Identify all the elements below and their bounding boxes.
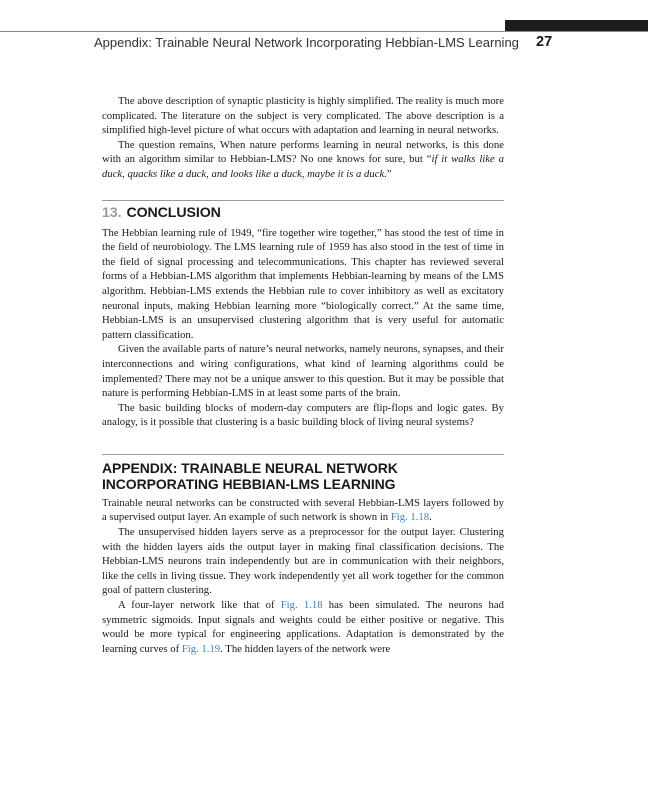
- figure-link[interactable]: Fig. 1.18: [280, 599, 323, 612]
- appendix-p1-end: .: [429, 511, 432, 524]
- intro-p2-text: The question remains, When nature performs learning in neural networks, is this done with an algorithm similar to Hebbian-LMS? No one knows for sure, but “: [102, 138, 504, 166]
- appendix-p3-b: has been simulated. The neurons had symmetric sigmoids. Input signals and weights could be either positive or negative. This would be more typical for engineering applications. Adaptation is demonstrated by the learning curves of: [102, 599, 504, 655]
- page-number: 27: [536, 34, 553, 50]
- appendix-heading: APPENDIX: TRAINABLE NEURAL NETWORK INCORPORATING HEBBIAN-LMS LEARNING: [102, 459, 398, 493]
- appendix-paragraph-1: [102, 496, 504, 525]
- appendix-paragraph-2: The unsupervised hidden layers serve as a preprocessor for the output layer. Clustering with the hidden layers aids the output layer in making final classification decisions. The Hebbian-LMS neurons train independently but are in communication with their neighbors, like the cells in living tissue. They work independently yet all work together for the common goal of pattern clustering.: [102, 526, 504, 597]
- conclusion-paragraph-1: The Hebbian learning rule of 1949, “fire together wire together,” has stood the test of time in the field of neurobiology. The LMS learning rule of 1959 has also stood in the test of time in the field of signal processing and telecommunications. This chapter has reviewed several forms of a Hebbian-LMS algorithm that implements Hebbian-learning by means of the LMS algorithm. Hebbian-LMS extends the Hebbian rule to cover inhibitory as well as excitatory neuronal inputs, making Hebbian learning more “biologically correct.” At the same time, Hebbian-LMS is an unsupervised clustering algorithm that is very useful for automatic pattern classification.: [102, 226, 504, 341]
- header-bar: [505, 20, 648, 31]
- appendix-p1-text: Trainable neural networks can be constructed with several Hebbian-LMS layers followed by a supervised output layer. An example of such network is shown in: [102, 496, 504, 524]
- figure-link[interactable]: Fig. 1.18: [390, 511, 430, 524]
- section-title: CONCLUSION: [126, 204, 221, 221]
- section-divider: [102, 454, 504, 455]
- intro-paragraph-1: The above description of synaptic plasticity is highly simplified. The reality is much more complicated. The literature on the subject is very complicated. The above description is a simplified high-level picture of what occurs with adaptation and learning in neural networks.: [102, 95, 504, 137]
- appendix-p3-a: A four-layer network like that of: [118, 599, 281, 612]
- conclusion-paragraph-3: The basic building blocks of modern-day computers are flip-flops and logic gates. By analogy, is it possible that clustering is a basic building block of living neural systems?: [102, 401, 504, 429]
- appendix-paragraph-3: [102, 598, 504, 656]
- appendix-p3-c: . The hidden layers of the network were: [220, 642, 391, 655]
- intro-p2-end: ”: [386, 167, 392, 180]
- conclusion-paragraph-2: Given the available parts of nature’s neural networks, namely neurons, synapses, and their interconnections and wiring configurations, what kind of learning algorithms could be implemented? There may not be a unique answer to this question. But it may be possible that nature is performing Hebbian-LMS in at least some parts of the brain.: [102, 343, 504, 400]
- intro-p2-quote: if it walks like a duck, quacks like a duck, and looks like a duck, maybe it is a duck.: [102, 153, 504, 180]
- page-body: [102, 94, 504, 656]
- running-title: Appendix: Trainable Neural Network Incorporating Hebbian-LMS Learning: [94, 35, 519, 50]
- section-number: 13.: [102, 204, 122, 221]
- section-divider: [102, 200, 504, 201]
- figure-link[interactable]: Fig. 1.19: [181, 642, 221, 655]
- conclusion-heading: [102, 205, 504, 221]
- intro-paragraph-2: [102, 138, 504, 182]
- header-rule: [0, 31, 648, 32]
